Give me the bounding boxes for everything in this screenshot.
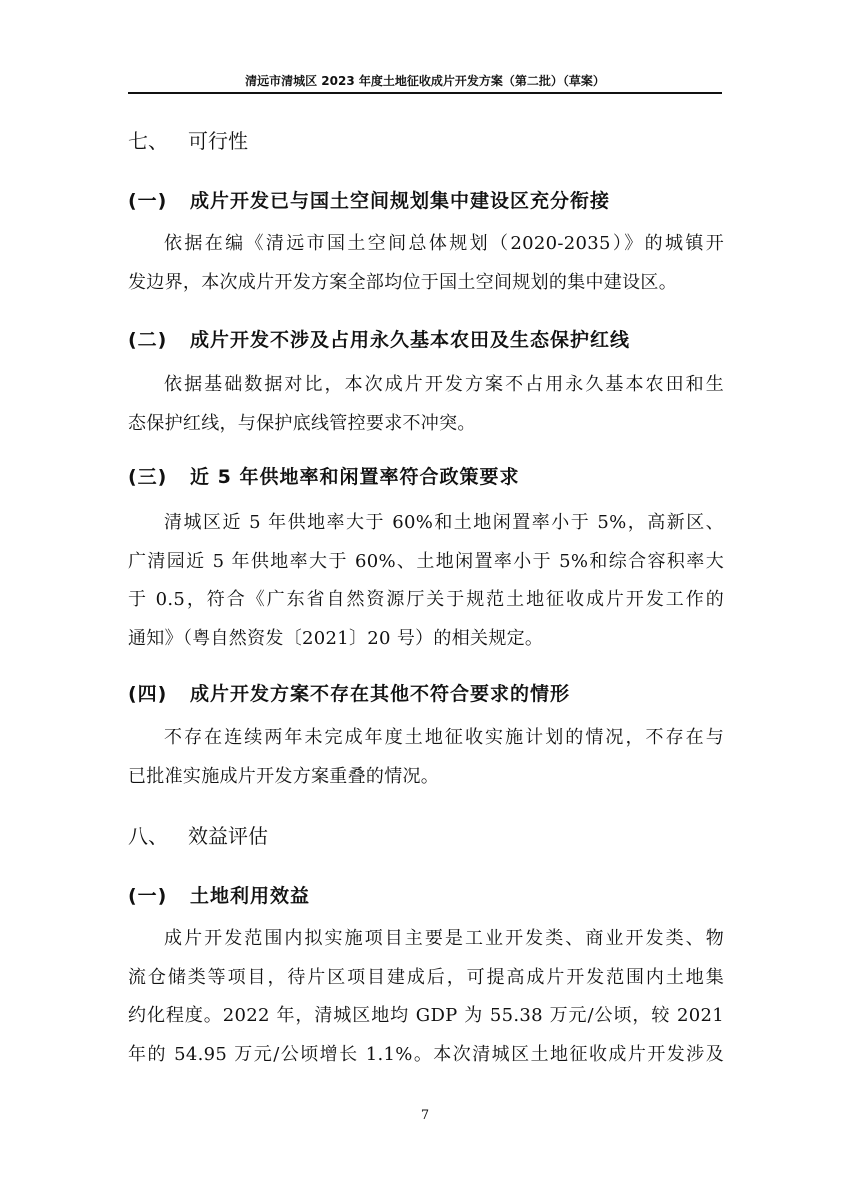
paragraph-line: 年的 54.95 万元/公顷增长 1.1%。本次清城区土地征收成片开发涉及 — [128, 1043, 724, 1065]
subsection-number: (一) — [128, 190, 168, 212]
paragraph-line: 流仓储类等项目，待片区项目建成后，可提高成片开发范围内土地集 — [128, 966, 724, 988]
paragraph-line: 广清园近 5 年供地率大于 60%、土地闲置率小于 5%和综合容积率大 — [128, 550, 724, 572]
paragraph — [128, 920, 724, 1074]
paragraph-line: 清城区近 5 年供地率大于 60%和土地闲置率小于 5%，高新区、 — [164, 512, 724, 533]
section-number: 八、 — [128, 824, 168, 848]
header-divider — [128, 92, 722, 94]
section-heading-8 — [128, 820, 268, 849]
section-title: 可行性 — [188, 129, 248, 153]
subsection-heading — [128, 186, 610, 213]
subsection-number: (四) — [128, 683, 168, 705]
section-title: 效益评估 — [188, 824, 268, 848]
subsection-heading — [128, 325, 630, 352]
subsection-title: 土地利用效益 — [190, 885, 311, 907]
subsection-title: 成片开发已与国土空间规划集中建设区充分衔接 — [190, 190, 611, 212]
subsection-heading — [128, 679, 570, 706]
paragraph — [128, 225, 724, 302]
paragraph-line: 不存在连续两年未完成年度土地征收实施计划的情况，不存在与 — [164, 727, 724, 748]
paragraph-line: 约化程度。2022 年，清城区地均 GDP 为 55.38 万元/公顷，较 2021 — [128, 1005, 724, 1026]
paragraph — [128, 719, 724, 796]
paragraph-line: 依据基础数据对比，本次成片开发方案不占用永久基本农田和生 — [164, 374, 724, 395]
paragraph-line: 依据在编《清远市国土空间总体规划（2020-2035）》的城镇开 — [164, 233, 724, 254]
subsection-number: (三) — [128, 466, 168, 488]
paragraph-line: 成片开发范围内拟实施项目主要是工业开发类、商业开发类、物 — [164, 928, 724, 949]
running-header: 清远市清城区 2023 年度土地征收成片开发方案（第二批）（草案） — [245, 74, 605, 88]
paragraph-line: 发边界，本次成片开发方案全部均位于国土空间规划的集中建设区。 — [128, 271, 677, 293]
section-number: 七、 — [128, 129, 168, 153]
subsection-number: (二) — [128, 329, 168, 351]
subsection-heading — [128, 881, 310, 908]
paragraph-line: 已批准实施成片开发方案重叠的情况。 — [128, 765, 440, 787]
paragraph-line: 态保护红线，与保护底线管控要求不冲突。 — [128, 412, 476, 434]
section-heading-7 — [128, 125, 248, 154]
subsection-heading — [128, 462, 519, 489]
paragraph — [128, 504, 724, 658]
paragraph-line: 通知》（粤自然资发〔2021〕20 号）的相关规定。 — [128, 627, 544, 649]
subsection-title: 近 5 年供地率和闲置率符合政策要求 — [190, 466, 520, 488]
paragraph — [128, 366, 724, 443]
page-number: 7 — [420, 1108, 430, 1123]
subsection-number: (一) — [128, 885, 168, 907]
subsection-title: 成片开发不涉及占用永久基本农田及生态保护红线 — [190, 329, 631, 351]
subsection-title: 成片开发方案不存在其他不符合要求的情形 — [190, 683, 571, 705]
paragraph-line: 于 0.5，符合《广东省自然资源厅关于规范土地征收成片开发工作的 — [128, 589, 724, 610]
